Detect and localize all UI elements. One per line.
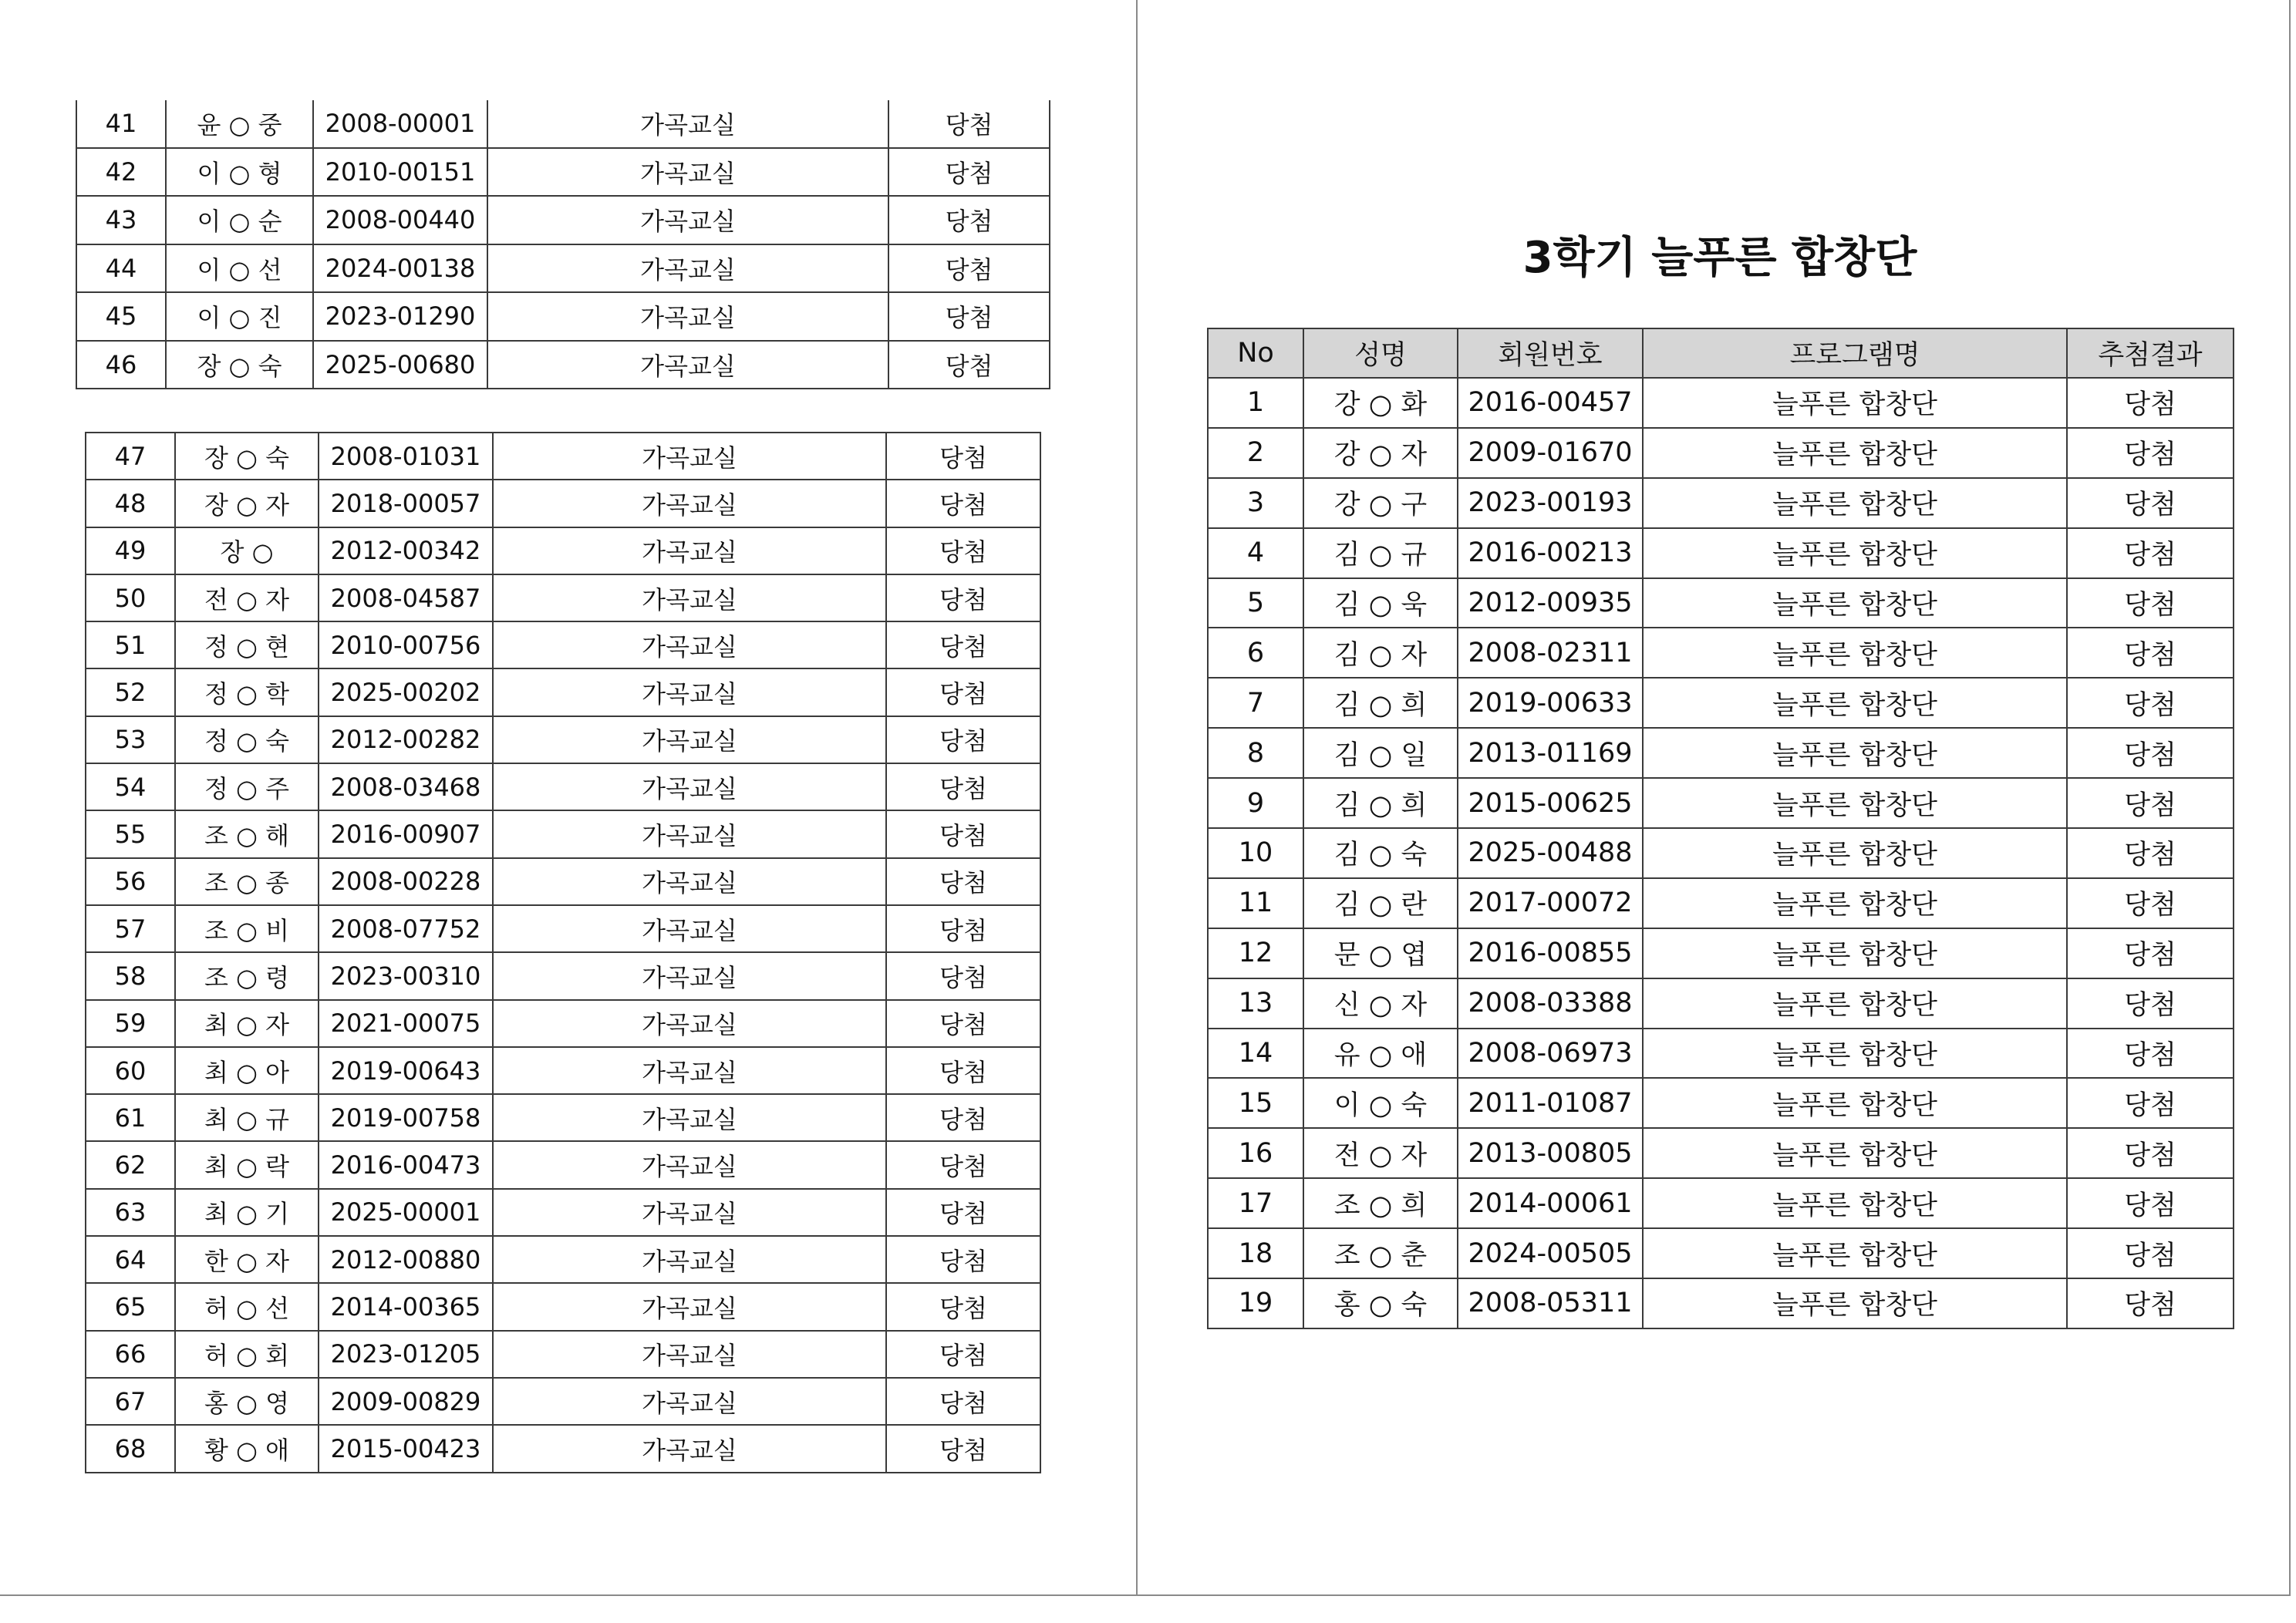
- table-row: [86, 668, 1040, 716]
- cell-program-name: 가곡교실: [487, 148, 888, 197]
- table-row: [1208, 778, 2234, 828]
- cell-no: 17: [1208, 1178, 1303, 1228]
- cell-no: 14: [1208, 1029, 1303, 1079]
- cell-no: 50: [86, 574, 175, 621]
- cell-lottery-result: 당첨: [886, 527, 1040, 574]
- table-row: [86, 527, 1040, 574]
- cell-member-number: 2012-00935: [1458, 578, 1643, 628]
- cell-member-number: 2014-00061: [1458, 1178, 1643, 1228]
- cell-member-number: 2015-00625: [1458, 778, 1643, 828]
- cell-name: 조 ○ 해: [175, 810, 319, 857]
- cell-no: 44: [76, 244, 166, 293]
- cell-name: 문 ○ 엽: [1303, 928, 1458, 978]
- cell-no: 65: [86, 1283, 175, 1330]
- cell-member-number: 2012-00282: [319, 716, 493, 763]
- cell-member-number: 2008-06973: [1458, 1029, 1643, 1079]
- table-row: [86, 905, 1040, 952]
- table-row: [1208, 978, 2234, 1029]
- cell-no: 52: [86, 668, 175, 716]
- cell-no: 1: [1208, 378, 1303, 428]
- cell-no: 13: [1208, 978, 1303, 1029]
- cell-name: 황 ○ 애: [175, 1425, 319, 1472]
- cell-member-number: 2011-01087: [1458, 1078, 1643, 1128]
- cell-name: 홍 ○ 영: [175, 1378, 319, 1425]
- cell-name: 장 ○ 숙: [166, 341, 313, 389]
- cell-program-name: 늘푸른 합창단: [1643, 978, 2067, 1029]
- cell-name: 김 ○ 숙: [1303, 828, 1458, 878]
- cell-program-name: 가곡교실: [493, 810, 886, 857]
- cell-name: 조 ○ 비: [175, 905, 319, 952]
- header-name: 성명: [1303, 328, 1458, 378]
- cell-no: 64: [86, 1236, 175, 1283]
- cell-member-number: 2008-03388: [1458, 978, 1643, 1029]
- cell-program-name: 가곡교실: [493, 621, 886, 668]
- cell-lottery-result: 당첨: [888, 341, 1050, 389]
- table-body: [1208, 378, 2234, 1328]
- cell-program-name: 가곡교실: [493, 952, 886, 999]
- cell-member-number: 2010-00151: [313, 148, 487, 197]
- cell-no: 49: [86, 527, 175, 574]
- cell-no: 41: [76, 100, 166, 148]
- cell-program-name: 늘푸른 합창단: [1643, 928, 2067, 978]
- cell-lottery-result: 당첨: [2067, 428, 2234, 478]
- cell-lottery-result: 당첨: [886, 905, 1040, 952]
- lottery-table-continued: [76, 100, 1050, 389]
- cell-no: 18: [1208, 1228, 1303, 1278]
- cell-lottery-result: 당첨: [2067, 528, 2234, 578]
- cell-name: 이 ○ 숙: [1303, 1078, 1458, 1128]
- cell-no: 8: [1208, 728, 1303, 778]
- cell-lottery-result: 당첨: [2067, 928, 2234, 978]
- table-row: [1208, 828, 2234, 878]
- cell-lottery-result: 당첨: [886, 858, 1040, 905]
- cell-lottery-result: 당첨: [2067, 1228, 2234, 1278]
- cell-no: 12: [1208, 928, 1303, 978]
- cell-program-name: 가곡교실: [493, 1141, 886, 1188]
- cell-member-number: 2008-00440: [313, 196, 487, 244]
- cell-name: 김 ○ 희: [1303, 678, 1458, 728]
- cell-program-name: 늘푸른 합창단: [1643, 378, 2067, 428]
- table-row: [1208, 578, 2234, 628]
- table-row: [1208, 1178, 2234, 1228]
- cell-lottery-result: 당첨: [2067, 778, 2234, 828]
- cell-lottery-result: 당첨: [2067, 728, 2234, 778]
- cell-program-name: 가곡교실: [493, 763, 886, 810]
- page-bottom-edge: [0, 1594, 2291, 1596]
- cell-program-name: 가곡교실: [493, 433, 886, 480]
- cell-no: 55: [86, 810, 175, 857]
- table-row: [86, 480, 1040, 527]
- cell-name: 전 ○ 자: [1303, 1128, 1458, 1178]
- cell-program-name: 가곡교실: [493, 574, 886, 621]
- cell-member-number: 2021-00075: [319, 1000, 493, 1047]
- cell-no: 5: [1208, 578, 1303, 628]
- cell-no: 61: [86, 1094, 175, 1141]
- cell-program-name: 가곡교실: [487, 196, 888, 244]
- table-row: [86, 763, 1040, 810]
- cell-no: 56: [86, 858, 175, 905]
- cell-name: 허 ○ 선: [175, 1283, 319, 1330]
- table-row: [1208, 378, 2234, 428]
- cell-lottery-result: 당첨: [886, 668, 1040, 716]
- cell-member-number: 2012-00880: [319, 1236, 493, 1283]
- cell-program-name: 늘푸른 합창단: [1643, 678, 2067, 728]
- cell-member-number: 2023-01205: [319, 1331, 493, 1378]
- cell-no: 54: [86, 763, 175, 810]
- cell-no: 9: [1208, 778, 1303, 828]
- cell-no: 10: [1208, 828, 1303, 878]
- cell-lottery-result: 당첨: [2067, 978, 2234, 1029]
- cell-name: 윤 ○ 중: [166, 100, 313, 148]
- cell-no: 4: [1208, 528, 1303, 578]
- cell-program-name: 가곡교실: [493, 527, 886, 574]
- cell-lottery-result: 당첨: [2067, 1029, 2234, 1079]
- table-row: [1208, 928, 2234, 978]
- cell-member-number: 2013-01169: [1458, 728, 1643, 778]
- table-row: [1208, 478, 2234, 528]
- table-row: [76, 292, 1050, 341]
- cell-lottery-result: 당첨: [886, 1425, 1040, 1472]
- cell-lottery-result: 당첨: [886, 810, 1040, 857]
- cell-no: 62: [86, 1141, 175, 1188]
- cell-name: 최 ○ 규: [175, 1094, 319, 1141]
- cell-lottery-result: 당첨: [2067, 478, 2234, 528]
- choir-lottery-table: [1207, 328, 2234, 1329]
- cell-member-number: 2023-00193: [1458, 478, 1643, 528]
- cell-member-number: 2010-00756: [319, 621, 493, 668]
- cell-no: 53: [86, 716, 175, 763]
- cell-program-name: 가곡교실: [493, 1425, 886, 1472]
- table-row: [86, 1000, 1040, 1047]
- table-body: [86, 433, 1040, 1473]
- table-row: [86, 1425, 1040, 1472]
- cell-lottery-result: 당첨: [886, 574, 1040, 621]
- cell-member-number: 2025-00001: [319, 1189, 493, 1236]
- cell-no: 2: [1208, 428, 1303, 478]
- lottery-table-second: [85, 432, 1041, 1473]
- cell-member-number: 2008-05311: [1458, 1278, 1643, 1328]
- cell-name: 김 ○ 규: [1303, 528, 1458, 578]
- cell-program-name: 늘푸른 합창단: [1643, 1178, 2067, 1228]
- cell-member-number: 2016-00213: [1458, 528, 1643, 578]
- cell-program-name: 늘푸른 합창단: [1643, 1078, 2067, 1128]
- cell-name: 이 ○ 순: [166, 196, 313, 244]
- cell-lottery-result: 당첨: [888, 196, 1050, 244]
- cell-name: 강 ○ 자: [1303, 428, 1458, 478]
- cell-name: 이 ○ 형: [166, 148, 313, 197]
- cell-member-number: 2016-00473: [319, 1141, 493, 1188]
- table-body: [76, 100, 1050, 389]
- cell-lottery-result: 당첨: [2067, 678, 2234, 728]
- cell-name: 김 ○ 희: [1303, 778, 1458, 828]
- header-no: No: [1208, 328, 1303, 378]
- cell-no: 67: [86, 1378, 175, 1425]
- cell-name: 조 ○ 춘: [1303, 1228, 1458, 1278]
- cell-lottery-result: 당첨: [886, 1000, 1040, 1047]
- cell-lottery-result: 당첨: [886, 433, 1040, 480]
- cell-name: 조 ○ 령: [175, 952, 319, 999]
- table-row: [76, 100, 1050, 148]
- table-row: [86, 621, 1040, 668]
- cell-no: 66: [86, 1331, 175, 1378]
- cell-program-name: 가곡교실: [487, 292, 888, 341]
- cell-program-name: 늘푸른 합창단: [1643, 578, 2067, 628]
- cell-name: 장 ○: [175, 527, 319, 574]
- cell-lottery-result: 당첨: [888, 100, 1050, 148]
- table-row: [86, 858, 1040, 905]
- cell-program-name: 가곡교실: [487, 244, 888, 293]
- cell-program-name: 늘푸른 합창단: [1643, 478, 2067, 528]
- cell-lottery-result: 당첨: [886, 1189, 1040, 1236]
- cell-name: 한 ○ 자: [175, 1236, 319, 1283]
- cell-program-name: 늘푸른 합창단: [1643, 878, 2067, 928]
- cell-member-number: 2008-04587: [319, 574, 493, 621]
- cell-no: 42: [76, 148, 166, 197]
- cell-no: 45: [76, 292, 166, 341]
- cell-lottery-result: 당첨: [2067, 578, 2234, 628]
- cell-program-name: 늘푸른 합창단: [1643, 828, 2067, 878]
- cell-program-name: 가곡교실: [487, 341, 888, 389]
- cell-member-number: 2008-02311: [1458, 628, 1643, 678]
- cell-member-number: 2008-00001: [313, 100, 487, 148]
- table-row: [86, 810, 1040, 857]
- cell-lottery-result: 당첨: [2067, 1178, 2234, 1228]
- header-program-name: 프로그램명: [1643, 328, 2067, 378]
- cell-lottery-result: 당첨: [2067, 1078, 2234, 1128]
- cell-member-number: 2025-00680: [313, 341, 487, 389]
- cell-name: 신 ○ 자: [1303, 978, 1458, 1029]
- table-row: [86, 952, 1040, 999]
- cell-name: 최 ○ 기: [175, 1189, 319, 1236]
- cell-no: 46: [76, 341, 166, 389]
- table-row: [1208, 1278, 2234, 1328]
- cell-member-number: 2023-01290: [313, 292, 487, 341]
- cell-no: 60: [86, 1047, 175, 1094]
- cell-lottery-result: 당첨: [888, 292, 1050, 341]
- cell-name: 장 ○ 자: [175, 480, 319, 527]
- cell-no: 11: [1208, 878, 1303, 928]
- document-title: 3학기 늘푸른 합창단: [1522, 233, 1917, 283]
- header-lottery-result: 추첨결과: [2067, 328, 2234, 378]
- cell-name: 홍 ○ 숙: [1303, 1278, 1458, 1328]
- cell-lottery-result: 당첨: [886, 952, 1040, 999]
- cell-name: 장 ○ 숙: [175, 433, 319, 480]
- cell-member-number: 2017-00072: [1458, 878, 1643, 928]
- cell-program-name: 가곡교실: [493, 480, 886, 527]
- cell-no: 57: [86, 905, 175, 952]
- cell-lottery-result: 당첨: [886, 1094, 1040, 1141]
- cell-lottery-result: 당첨: [886, 1331, 1040, 1378]
- cell-program-name: 늘푸른 합창단: [1643, 1278, 2067, 1328]
- cell-name: 조 ○ 희: [1303, 1178, 1458, 1228]
- cell-program-name: 가곡교실: [493, 1094, 886, 1141]
- cell-program-name: 가곡교실: [493, 1047, 886, 1094]
- table-row: [86, 1283, 1040, 1330]
- page-right-edge: [2289, 0, 2291, 1596]
- cell-no: 48: [86, 480, 175, 527]
- cell-program-name: 가곡교실: [493, 668, 886, 716]
- cell-member-number: 2016-00855: [1458, 928, 1643, 978]
- cell-no: 19: [1208, 1278, 1303, 1328]
- cell-member-number: 2009-00829: [319, 1378, 493, 1425]
- table-row: [1208, 628, 2234, 678]
- cell-program-name: 가곡교실: [493, 858, 886, 905]
- cell-member-number: 2014-00365: [319, 1283, 493, 1330]
- cell-name: 최 ○ 락: [175, 1141, 319, 1188]
- header-member-number: 회원번호: [1458, 328, 1643, 378]
- cell-program-name: 가곡교실: [487, 100, 888, 148]
- cell-lottery-result: 당첨: [2067, 628, 2234, 678]
- cell-no: 43: [76, 196, 166, 244]
- cell-name: 김 ○ 욱: [1303, 578, 1458, 628]
- cell-lottery-result: 당첨: [886, 1047, 1040, 1094]
- cell-lottery-result: 당첨: [2067, 378, 2234, 428]
- cell-name: 유 ○ 애: [1303, 1029, 1458, 1079]
- cell-lottery-result: 당첨: [886, 716, 1040, 763]
- cell-name: 정 ○ 학: [175, 668, 319, 716]
- cell-no: 58: [86, 952, 175, 999]
- table-row: [86, 1047, 1040, 1094]
- cell-lottery-result: 당첨: [886, 763, 1040, 810]
- cell-program-name: 늘푸른 합창단: [1643, 1029, 2067, 1079]
- cell-member-number: 2008-03468: [319, 763, 493, 810]
- table-row: [76, 196, 1050, 244]
- cell-program-name: 가곡교실: [493, 1283, 886, 1330]
- cell-lottery-result: 당첨: [886, 1283, 1040, 1330]
- cell-no: 3: [1208, 478, 1303, 528]
- table-row: [86, 574, 1040, 621]
- table-row: [86, 1094, 1040, 1141]
- table-row: [1208, 1078, 2234, 1128]
- cell-program-name: 가곡교실: [493, 1189, 886, 1236]
- table-row: [1208, 728, 2234, 778]
- table-row: [86, 1141, 1040, 1188]
- cell-member-number: 2025-00202: [319, 668, 493, 716]
- cell-program-name: 늘푸른 합창단: [1643, 778, 2067, 828]
- cell-name: 이 ○ 진: [166, 292, 313, 341]
- cell-name: 정 ○ 주: [175, 763, 319, 810]
- cell-program-name: 늘푸른 합창단: [1643, 528, 2067, 578]
- table-row: [86, 1331, 1040, 1378]
- cell-program-name: 가곡교실: [493, 905, 886, 952]
- cell-no: 6: [1208, 628, 1303, 678]
- table-row: [76, 244, 1050, 293]
- cell-member-number: 2008-00228: [319, 858, 493, 905]
- cell-name: 정 ○ 숙: [175, 716, 319, 763]
- cell-name: 이 ○ 선: [166, 244, 313, 293]
- table-row: [86, 716, 1040, 763]
- cell-member-number: 2024-00505: [1458, 1228, 1643, 1278]
- table-row: [76, 341, 1050, 389]
- table-row: [86, 433, 1040, 480]
- cell-lottery-result: 당첨: [888, 148, 1050, 197]
- cell-no: 51: [86, 621, 175, 668]
- cell-program-name: 가곡교실: [493, 1378, 886, 1425]
- cell-lottery-result: 당첨: [886, 1378, 1040, 1425]
- table-row: [86, 1189, 1040, 1236]
- cell-program-name: 가곡교실: [493, 1000, 886, 1047]
- cell-member-number: 2012-00342: [319, 527, 493, 574]
- cell-no: 68: [86, 1425, 175, 1472]
- cell-program-name: 가곡교실: [493, 716, 886, 763]
- cell-name: 김 ○ 란: [1303, 878, 1458, 928]
- cell-name: 최 ○ 아: [175, 1047, 319, 1094]
- cell-member-number: 2019-00758: [319, 1094, 493, 1141]
- cell-program-name: 늘푸른 합창단: [1643, 728, 2067, 778]
- cell-lottery-result: 당첨: [886, 480, 1040, 527]
- cell-name: 전 ○ 자: [175, 574, 319, 621]
- table-row: [86, 1378, 1040, 1425]
- table-row: [76, 148, 1050, 197]
- cell-member-number: 2019-00633: [1458, 678, 1643, 728]
- cell-member-number: 2016-00457: [1458, 378, 1643, 428]
- cell-name: 조 ○ 종: [175, 858, 319, 905]
- cell-member-number: 2009-01670: [1458, 428, 1643, 478]
- table-row: [1208, 878, 2234, 928]
- cell-lottery-result: 당첨: [2067, 1278, 2234, 1328]
- cell-lottery-result: 당첨: [2067, 1128, 2234, 1178]
- cell-member-number: 2023-00310: [319, 952, 493, 999]
- cell-no: 63: [86, 1189, 175, 1236]
- cell-name: 정 ○ 현: [175, 621, 319, 668]
- cell-no: 15: [1208, 1078, 1303, 1128]
- cell-member-number: 2008-07752: [319, 905, 493, 952]
- table-row: [1208, 1228, 2234, 1278]
- cell-no: 47: [86, 433, 175, 480]
- cell-member-number: 2015-00423: [319, 1425, 493, 1472]
- table-row: [1208, 678, 2234, 728]
- cell-program-name: 가곡교실: [493, 1331, 886, 1378]
- cell-lottery-result: 당첨: [886, 621, 1040, 668]
- cell-program-name: 늘푸른 합창단: [1643, 1128, 2067, 1178]
- table-row: [1208, 1029, 2234, 1079]
- cell-program-name: 늘푸른 합창단: [1643, 428, 2067, 478]
- cell-name: 허 ○ 회: [175, 1331, 319, 1378]
- cell-lottery-result: 당첨: [2067, 878, 2234, 928]
- cell-no: 16: [1208, 1128, 1303, 1178]
- cell-program-name: 늘푸른 합창단: [1643, 1228, 2067, 1278]
- cell-member-number: 2013-00805: [1458, 1128, 1643, 1178]
- cell-program-name: 가곡교실: [493, 1236, 886, 1283]
- cell-name: 강 ○ 화: [1303, 378, 1458, 428]
- cell-lottery-result: 당첨: [888, 244, 1050, 293]
- cell-member-number: 2024-00138: [313, 244, 487, 293]
- cell-program-name: 늘푸른 합창단: [1643, 628, 2067, 678]
- cell-lottery-result: 당첨: [2067, 828, 2234, 878]
- cell-name: 김 ○ 자: [1303, 628, 1458, 678]
- cell-member-number: 2025-00488: [1458, 828, 1643, 878]
- table-row: [86, 1236, 1040, 1283]
- cell-member-number: 2016-00907: [319, 810, 493, 857]
- table-row: [1208, 1128, 2234, 1178]
- page-divider: [1136, 0, 1138, 1596]
- header-row: [1208, 328, 2234, 378]
- cell-member-number: 2008-01031: [319, 433, 493, 480]
- cell-lottery-result: 당첨: [886, 1236, 1040, 1283]
- cell-name: 강 ○ 구: [1303, 478, 1458, 528]
- cell-member-number: 2018-00057: [319, 480, 493, 527]
- cell-no: 59: [86, 1000, 175, 1047]
- table-row: [1208, 428, 2234, 478]
- cell-no: 7: [1208, 678, 1303, 728]
- cell-lottery-result: 당첨: [886, 1141, 1040, 1188]
- table-row: [1208, 528, 2234, 578]
- cell-name: 김 ○ 일: [1303, 728, 1458, 778]
- cell-member-number: 2019-00643: [319, 1047, 493, 1094]
- cell-name: 최 ○ 자: [175, 1000, 319, 1047]
